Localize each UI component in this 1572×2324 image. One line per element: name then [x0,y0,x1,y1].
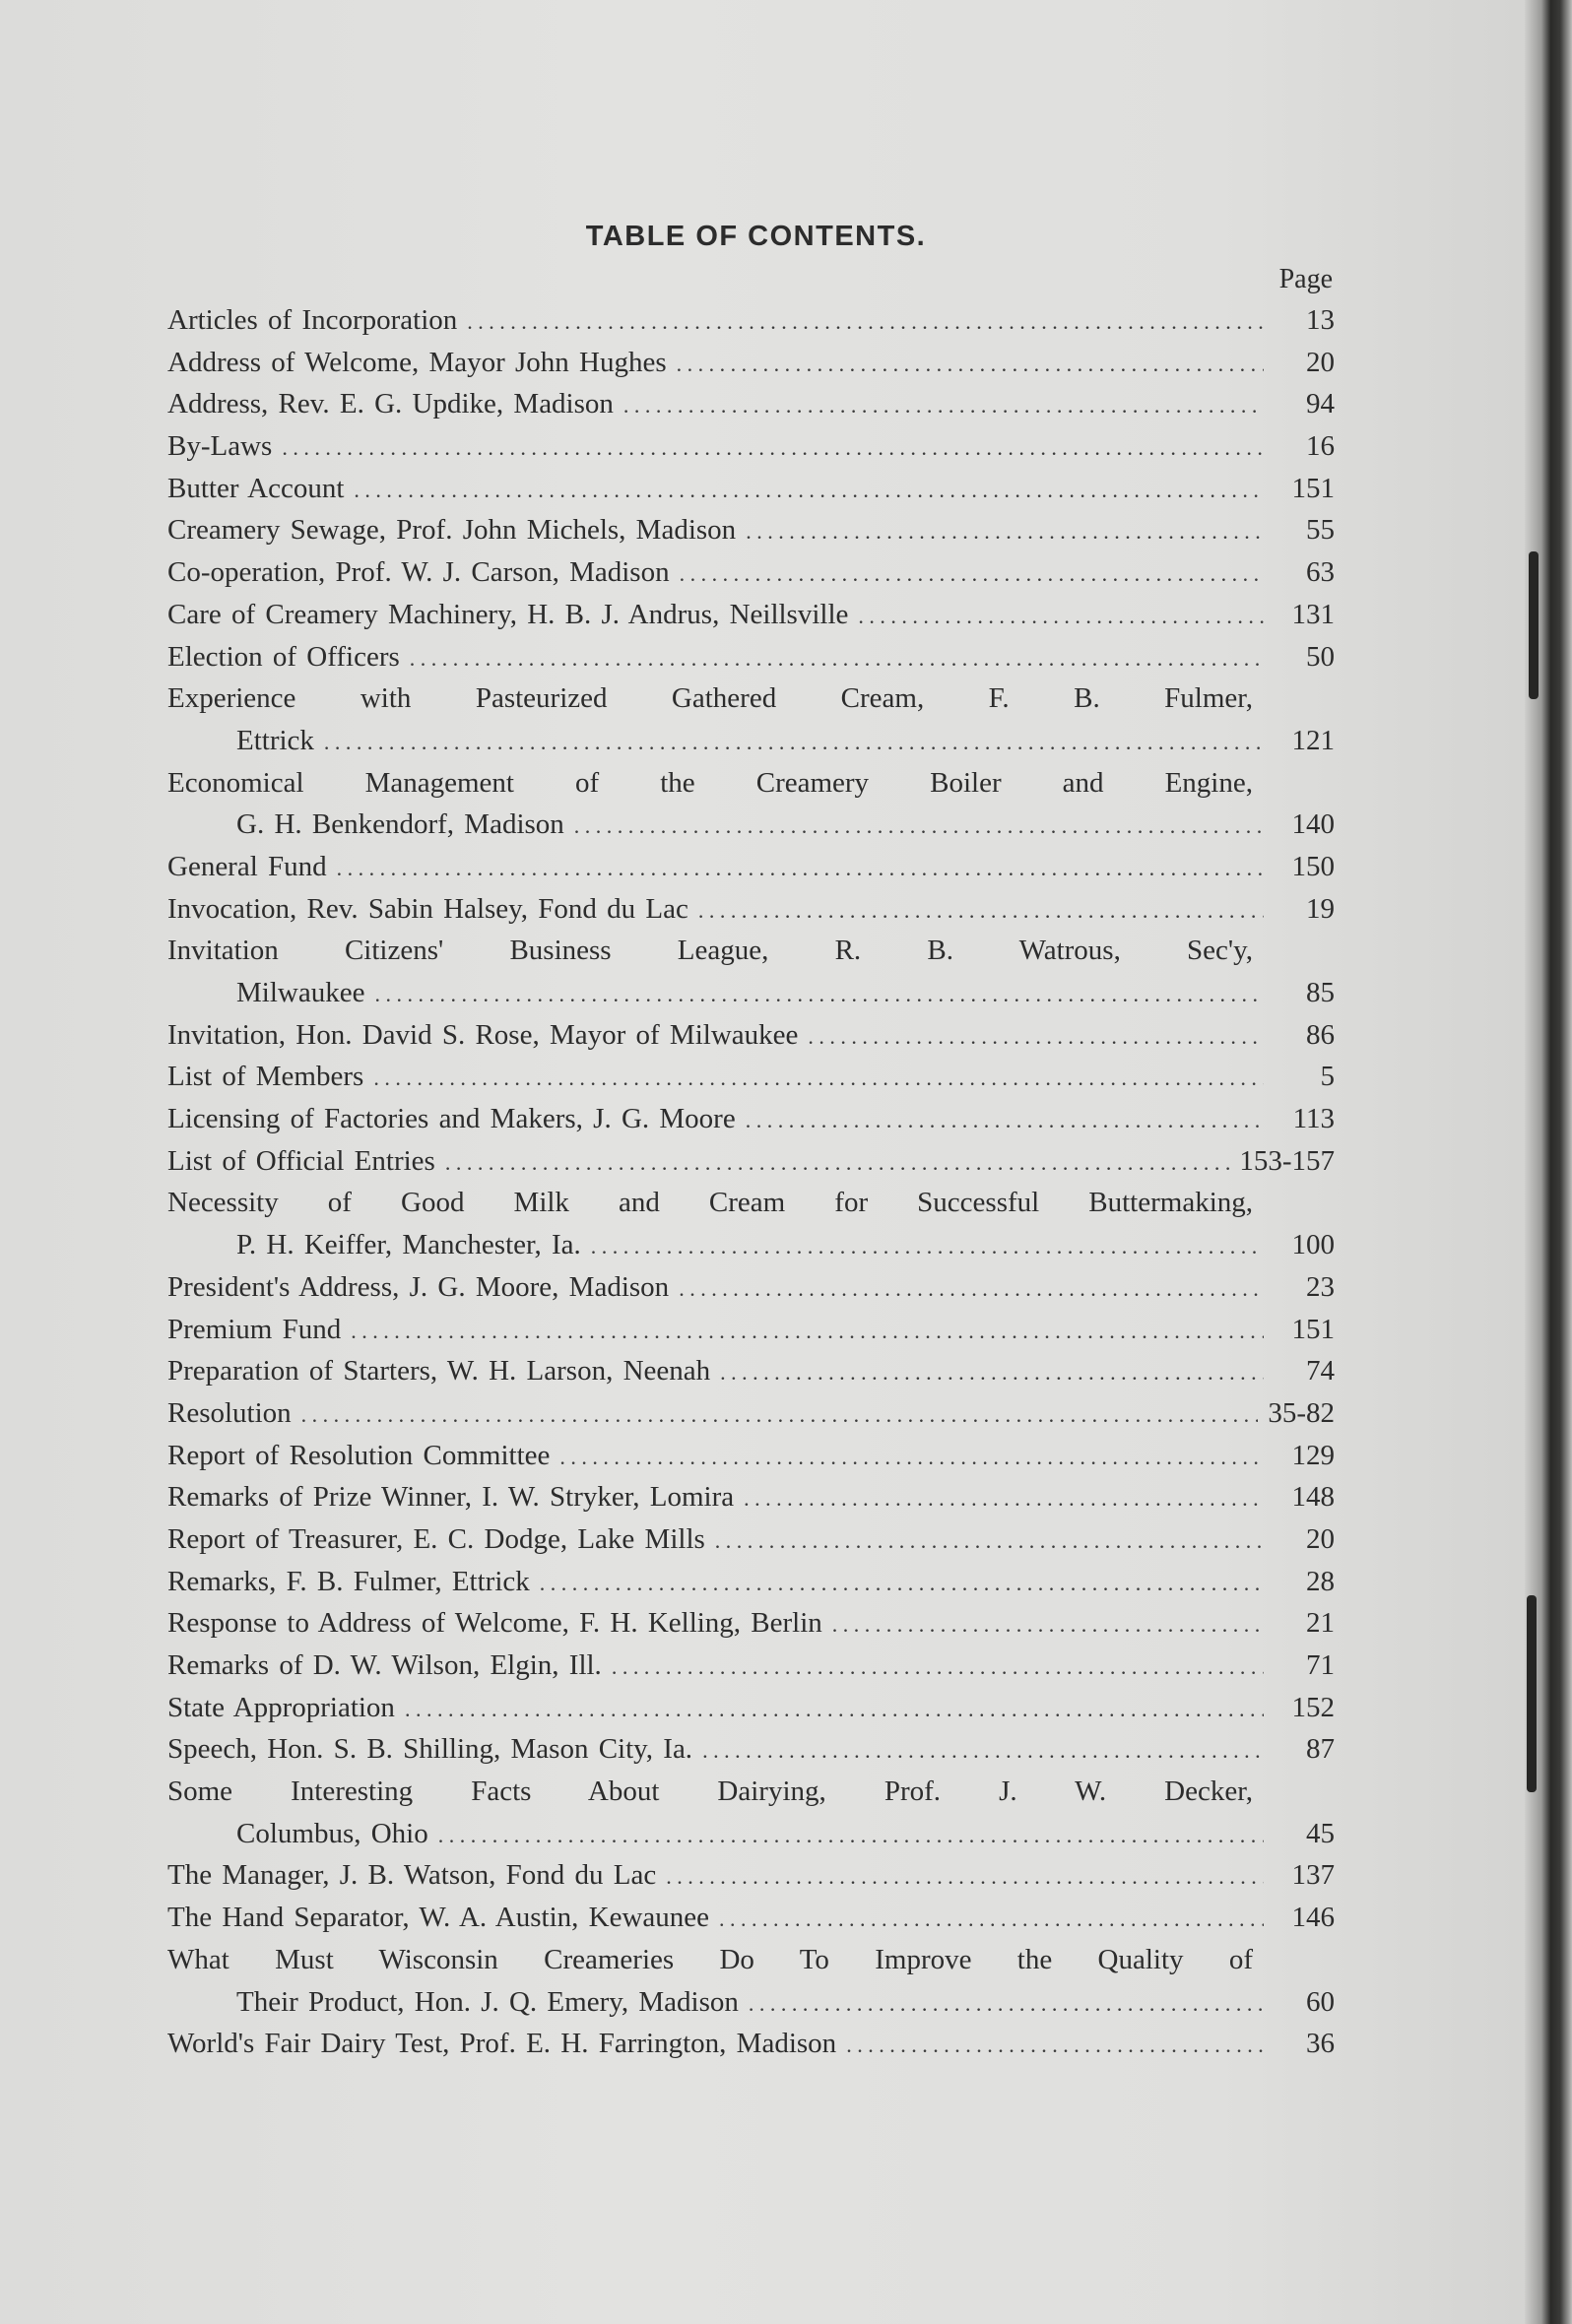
toc-entry-title [167,1056,1335,1098]
toc-entry-label: Election of Officers [167,640,400,673]
toc-entry-title [167,1897,1335,1939]
toc-entry-label: Licensing of Factories and Makers, J. G. Moore [167,1103,736,1135]
toc-entry [167,1098,1335,1140]
toc-entry-label: Invocation, Rev. Sabin Halsey, Fond du Lac [167,892,688,925]
toc-entry-title-continued [167,1813,1335,1855]
toc-entry-title [167,1014,1335,1057]
toc-entry [167,1392,1335,1435]
toc-entry [167,1561,1335,1603]
page-title: TABLE OF CONTENTS. [585,221,927,252]
book-binding [1525,0,1572,2324]
toc-entry-label: Address of Welcome, Mayor John Hughes [167,346,667,378]
toc-entry-label: List of Official Entries [167,1144,435,1177]
toc-entry-title-continued [167,804,1335,846]
toc-entry-page: 148 [1291,1481,1335,1514]
toc-entry-title [167,1518,1335,1561]
toc-entry [167,636,1335,678]
toc-entry-page: 74 [1306,1355,1335,1388]
dot-leader [680,551,1264,596]
toc-entry-page: 71 [1306,1649,1335,1681]
dot-leader [282,425,1264,470]
toc-entry [167,425,1335,468]
toc-entry-label: Preparation of Starters, W. H. Larson, Neenah [167,1355,711,1388]
toc-entry-page: 94 [1306,388,1335,420]
toc-entry-label: Speech, Hon. S. B. Shilling, Mason City, Ia. [167,1733,693,1766]
toc-entry-label: Remarks of Prize Winner, I. W. Stryker, Lomira [167,1481,735,1514]
toc-entry [167,1309,1335,1351]
toc-entry-title [167,383,1335,425]
toc-entry [167,846,1335,888]
toc-entry-page: 87 [1306,1733,1335,1766]
toc-entry-label: Remarks of D. W. Wilson, Elgin, Ill. [167,1649,602,1681]
toc-entry-page: 85 [1306,977,1335,1008]
toc-entry-title: Necessity of Good Milk and Cream for Successful Buttermaking, [167,1187,1253,1219]
toc-entry-page: 60 [1306,1985,1335,2018]
toc-entry-label: Response to Address of Welcome, F. H. Kelling, Berlin [167,1607,822,1640]
toc-entry [167,299,1335,342]
toc-entry-page: 152 [1291,1691,1335,1723]
toc-entry-page: 23 [1306,1270,1335,1303]
toc-entry [167,1854,1335,1897]
toc-entry-page: 86 [1306,1018,1335,1051]
dot-leader [351,1309,1264,1353]
dot-leader [612,1645,1264,1689]
toc-entry-page: 16 [1306,430,1335,463]
dot-leader [373,1056,1264,1100]
toc-entry-page: 28 [1306,1565,1335,1597]
toc-entry-page: 129 [1291,1439,1335,1471]
toc-entry-page: 21 [1306,1607,1335,1640]
toc-entry [167,1350,1335,1392]
toc-entry-title [167,1476,1335,1518]
toc-entry [167,1056,1335,1098]
toc-entry-title-continued [167,720,1335,762]
toc-entry-title [167,342,1335,384]
toc-entry [167,930,1335,1013]
toc-entry-label: Report of Resolution Committee [167,1439,551,1471]
toc-entry [167,678,1335,761]
toc-entry-title-continued [167,1981,1335,2024]
dot-leader [749,1981,1264,2026]
dot-leader [410,636,1264,680]
toc-entry-title: Invitation Citizens' Business League, R. B. Watrous, Sec'y, [167,935,1253,967]
toc-entry-title [167,1266,1335,1309]
toc-entry-label: Address, Rev. E. G. Updike, Madison [167,388,614,420]
dot-leader [746,1098,1264,1142]
toc-entry [167,1140,1335,1183]
dot-leader [698,888,1264,933]
toc-entry-title [167,425,1335,468]
toc-entry [167,1518,1335,1561]
toc-entry-title [167,1854,1335,1897]
toc-entry-title [167,1645,1335,1687]
toc-entry [167,594,1335,636]
dot-leader [324,720,1264,764]
toc-entry-page: 35-82 [1268,1396,1335,1429]
toc-entry-page: 45 [1306,1817,1335,1849]
toc-entry [167,1182,1335,1265]
toc-entry-title [167,594,1335,636]
toc-entry [167,1266,1335,1309]
toc-entry-title-continued [167,1224,1335,1266]
toc-entry-page: 20 [1306,1522,1335,1555]
toc-entry [167,342,1335,384]
toc-entry-label: Invitation, Hon. David S. Rose, Mayor of Milwaukee [167,1018,799,1051]
toc-entry-label: Remarks, F. B. Fulmer, Ettrick [167,1565,530,1597]
toc-entry [167,888,1335,931]
dot-leader [337,846,1264,890]
toc-entry-page: 137 [1291,1859,1335,1892]
toc-entry-title [167,636,1335,678]
dot-leader [744,1476,1264,1520]
toc-entry-title [167,1687,1335,1729]
toc-entry-label: Premium Fund [167,1313,342,1345]
dot-leader [445,1140,1230,1185]
dot-leader [666,1854,1264,1899]
toc-entry-title-continued [167,972,1335,1014]
toc-entry-title: Some Interesting Facts About Dairying, Prof. J. W. Decker, [167,1775,1253,1808]
toc-entry-title: What Must Wisconsin Creameries Do To Improve the Quality of [167,1943,1253,1975]
toc-entry-page: 151 [1291,472,1335,504]
toc-entry [167,383,1335,425]
toc-entry-page: 140 [1291,808,1335,841]
toc-entry-label: Butter Account [167,472,345,504]
toc-entry-title: Experience with Pasteurized Gathered Cream, F. B. Fulmer, [167,682,1253,715]
toc-entry-label: Ettrick [236,724,314,756]
toc-entry [167,1645,1335,1687]
toc-entry [167,509,1335,551]
toc-entry [167,468,1335,510]
toc-entry-title [167,1602,1335,1645]
toc-entry [167,551,1335,594]
toc-entry-page: 13 [1306,304,1335,336]
toc-entry-label: Their Product, Hon. J. Q. Emery, Madison [236,1985,739,2018]
toc-entry-label: Creamery Sewage, Prof. John Michels, Madison [167,514,737,547]
toc-entry-page: 50 [1306,640,1335,673]
toc-entry-page: 100 [1291,1229,1335,1261]
page-column-label: Page [1278,264,1333,294]
dot-leader [354,468,1264,512]
dot-leader [808,1014,1264,1059]
binding-tear [1529,551,1539,699]
toc-entry-title [167,1098,1335,1140]
dot-leader [679,1266,1264,1311]
toc-entry-page: 113 [1292,1103,1335,1135]
toc-entry-title: Economical Management of the Creamery Boiler and Engine, [167,766,1253,799]
toc-entry-label: World's Fair Dairy Test, Prof. E. H. Farrington, Madison [167,2028,837,2060]
toc-entry-page: 131 [1291,598,1335,630]
toc-entry-title [167,888,1335,931]
dot-leader [858,594,1264,638]
toc-entry-label: Milwaukee [236,977,365,1008]
toc-entry-page: 121 [1291,724,1335,756]
toc-entry [167,1602,1335,1645]
dot-leader [467,299,1264,344]
toc-entry-label: P. H. Keiffer, Manchester, Ia. [236,1229,581,1261]
toc-entry-title [167,299,1335,342]
toc-entry-label: Care of Creamery Machinery, H. B. J. Andrus, Neillsville [167,598,849,630]
toc-entry [167,1687,1335,1729]
toc-entry-title [167,551,1335,594]
dot-leader [702,1728,1264,1773]
dot-leader [746,509,1264,553]
toc-entries [167,299,1335,2065]
toc-entry-title [167,1561,1335,1603]
toc-entry-page: 150 [1291,850,1335,882]
toc-entry-label: The Hand Separator, W. A. Austin, Kewaunee [167,1902,709,1934]
toc-entry [167,1728,1335,1771]
toc-entry-label: G. H. Benkendorf, Madison [236,808,564,841]
toc-entry-label: Report of Treasurer, E. C. Dodge, Lake Mills [167,1522,705,1555]
toc-entry-label: By-Laws [167,430,273,463]
toc-entry-label: Articles of Incorporation [167,304,458,336]
toc-entry [167,762,1335,846]
toc-entry-title [167,1309,1335,1351]
dot-leader [540,1561,1264,1605]
toc-entry [167,1435,1335,1477]
dot-leader [405,1687,1264,1731]
toc-entry [167,1476,1335,1518]
toc-entry-page: 146 [1291,1902,1335,1934]
toc-entry-title [167,1728,1335,1771]
dot-leader [720,1350,1264,1394]
dot-leader [559,1435,1264,1479]
toc-entry [167,1939,1335,2023]
binding-tear [1527,1595,1537,1792]
toc-entry [167,1771,1335,1854]
dot-leader [719,1897,1264,1941]
toc-entry-label: President's Address, J. G. Moore, Madison [167,1270,670,1303]
toc-entry-label: List of Members [167,1061,364,1093]
toc-entry-page: 19 [1306,892,1335,925]
table-of-contents [167,213,1335,2065]
toc-entry-title [167,1392,1335,1435]
toc-entry-label: The Manager, J. B. Watson, Fond du Lac [167,1859,657,1892]
toc-entry-label: Resolution [167,1396,292,1429]
toc-entry-title [167,509,1335,551]
dot-leader [623,383,1264,427]
dot-leader [715,1518,1264,1563]
dot-leader [846,2023,1264,2067]
toc-entry-page: 36 [1306,2028,1335,2060]
toc-entry [167,2023,1335,2065]
toc-entry-title [167,1435,1335,1477]
dot-leader [677,342,1264,386]
toc-entry [167,1897,1335,1939]
toc-entry-title [167,2023,1335,2065]
toc-entry-title [167,1350,1335,1392]
toc-entry-label: General Fund [167,850,327,882]
dot-leader [301,1392,1259,1437]
toc-entry-page: 63 [1306,556,1335,589]
toc-entry-label: State Appropriation [167,1691,395,1723]
toc-entry [167,1014,1335,1057]
toc-entry-label: Co-operation, Prof. W. J. Carson, Madison [167,556,670,589]
dot-leader [438,1813,1264,1857]
toc-entry-page: 153-157 [1239,1144,1335,1177]
dot-leader [591,1224,1264,1268]
toc-entry-title [167,468,1335,510]
toc-entry-title [167,846,1335,888]
toc-entry-page: 5 [1320,1061,1335,1093]
dot-leader [374,972,1264,1016]
toc-entry-title [167,1140,1335,1183]
toc-entry-page: 20 [1306,346,1335,378]
toc-entry-page: 151 [1291,1313,1335,1345]
dot-leader [832,1602,1264,1646]
dot-leader [574,804,1264,848]
toc-entry-label: Columbus, Ohio [236,1817,428,1849]
toc-entry-page: 55 [1306,514,1335,547]
